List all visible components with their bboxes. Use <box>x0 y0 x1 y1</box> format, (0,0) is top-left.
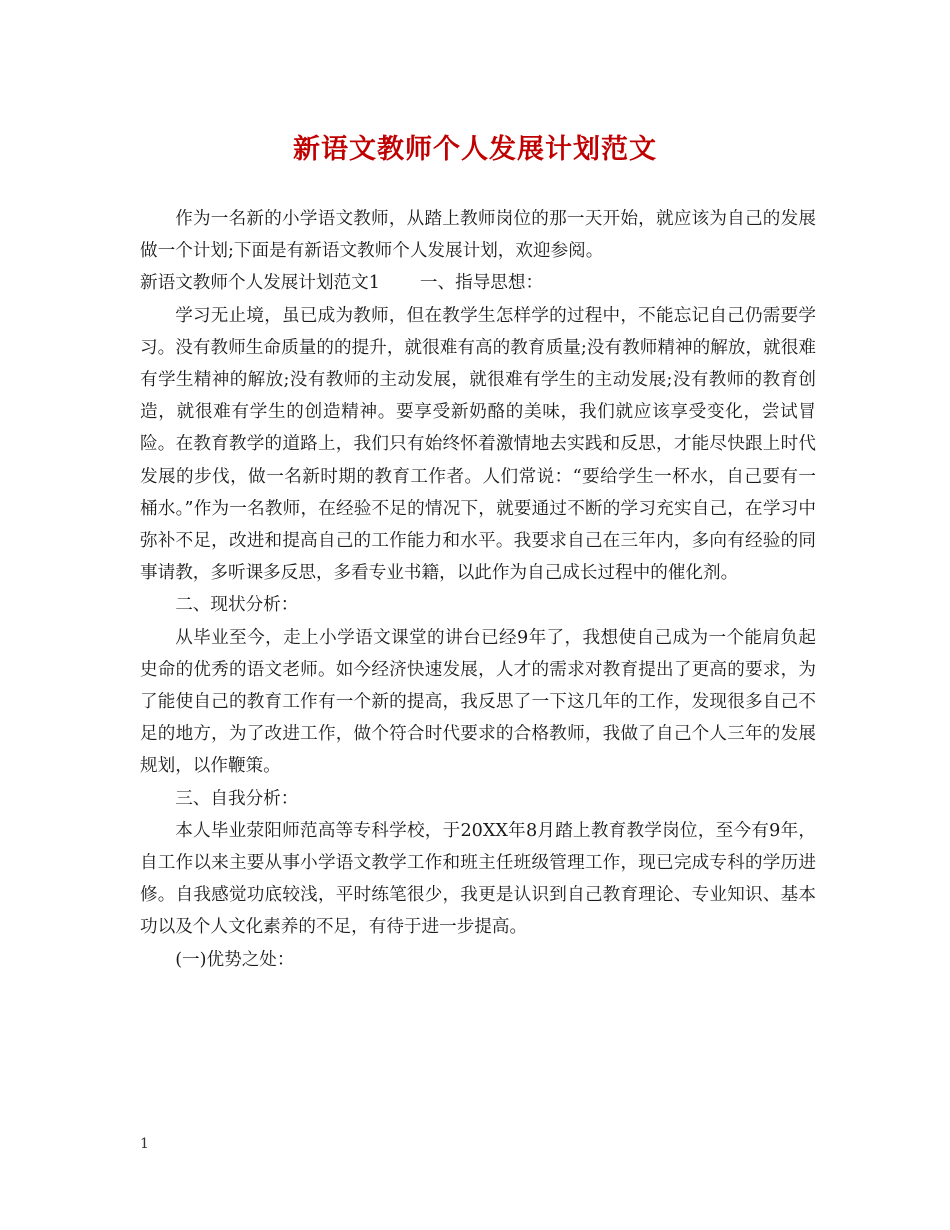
heading-guiding-thought: 一、指导思想： <box>419 273 544 294</box>
paragraph-self-analysis: 本人毕业荥阳师范高等专科学校，于20XX年8月踏上教育教学岗位，至今有9年，自工作以来主要从事小学语文教学工作和班主任班级管理工作，现已完成专科的学历进修。自我感觉功底较浅，平时练笔很少，我更是认识到自己教育理论、专业知识、基本功以及个人文化素养的不足，有待于进一步提高。 <box>140 820 816 938</box>
page-number: 1 <box>140 1136 149 1152</box>
section-line <box>140 267 816 299</box>
paragraph-status-analysis: 从毕业至今，走上小学语文课堂的讲台已经9年了，我想使自己成为一个能肩负起史命的优秀的语文老师。如今经济快速发展，人才的需求对教育提出了更高的要求，为了能使自己的教育工作有一个新的提高，我反思了一下这几年的工作，发现很多自己不足的地方，为了改进工作，做个符合时代要求的合格教师，我做了自己个人三年的发展规划，以作鞭策。 <box>140 627 816 777</box>
section-label: 新语文教师个人发展计划范文1 <box>140 273 380 294</box>
paragraph-guiding-thought: 学习无止境，虽已成为教师，但在教学生怎样学的过程中，不能忘记自己仍需要学习。没有教师生命质量的的提升，就很难有高的教育质量;没有教师精神的解放，就很难有学生精神的解放;没有教师的主动发展，就很难有学生的主动发展;没有教师的教育创造，就很难有学生的创造精神。要享受新奶酪的美味，我们就应该享受变化，尝试冒险。在教育教学的道路上，我们只有始终怀着激情地去实践和反思，才能尽快跟上时代发展的步伐，做一名新时期的教育工作者。人们常说：“要给学生一杯水，自己要有一桶水。”作为一名教师，在经验不足的情况下，就要通过不断的学习充实自己，在学习中弥补不足，改进和提高自己的工作能力和水平。我要求自己在三年内，多向有经验的同事请教，多听课多反思，多看专业书籍，以此作为自己成长过程中的催化剂。 <box>140 305 816 584</box>
heading-self-analysis: 三、自我分析： <box>175 788 299 809</box>
heading-status-analysis: 二、现状分析： <box>175 595 299 616</box>
heading-strengths: (一)优势之处： <box>175 949 295 970</box>
intro-paragraph: 作为一名新的小学语文教师，从踏上教师岗位的那一天开始，就应该为自己的发展做一个计划;下面是有新语文教师个人发展计划，欢迎参阅。 <box>140 209 816 262</box>
document-title: 新语文教师个人发展计划范文 <box>293 134 657 165</box>
document-body <box>140 203 816 976</box>
